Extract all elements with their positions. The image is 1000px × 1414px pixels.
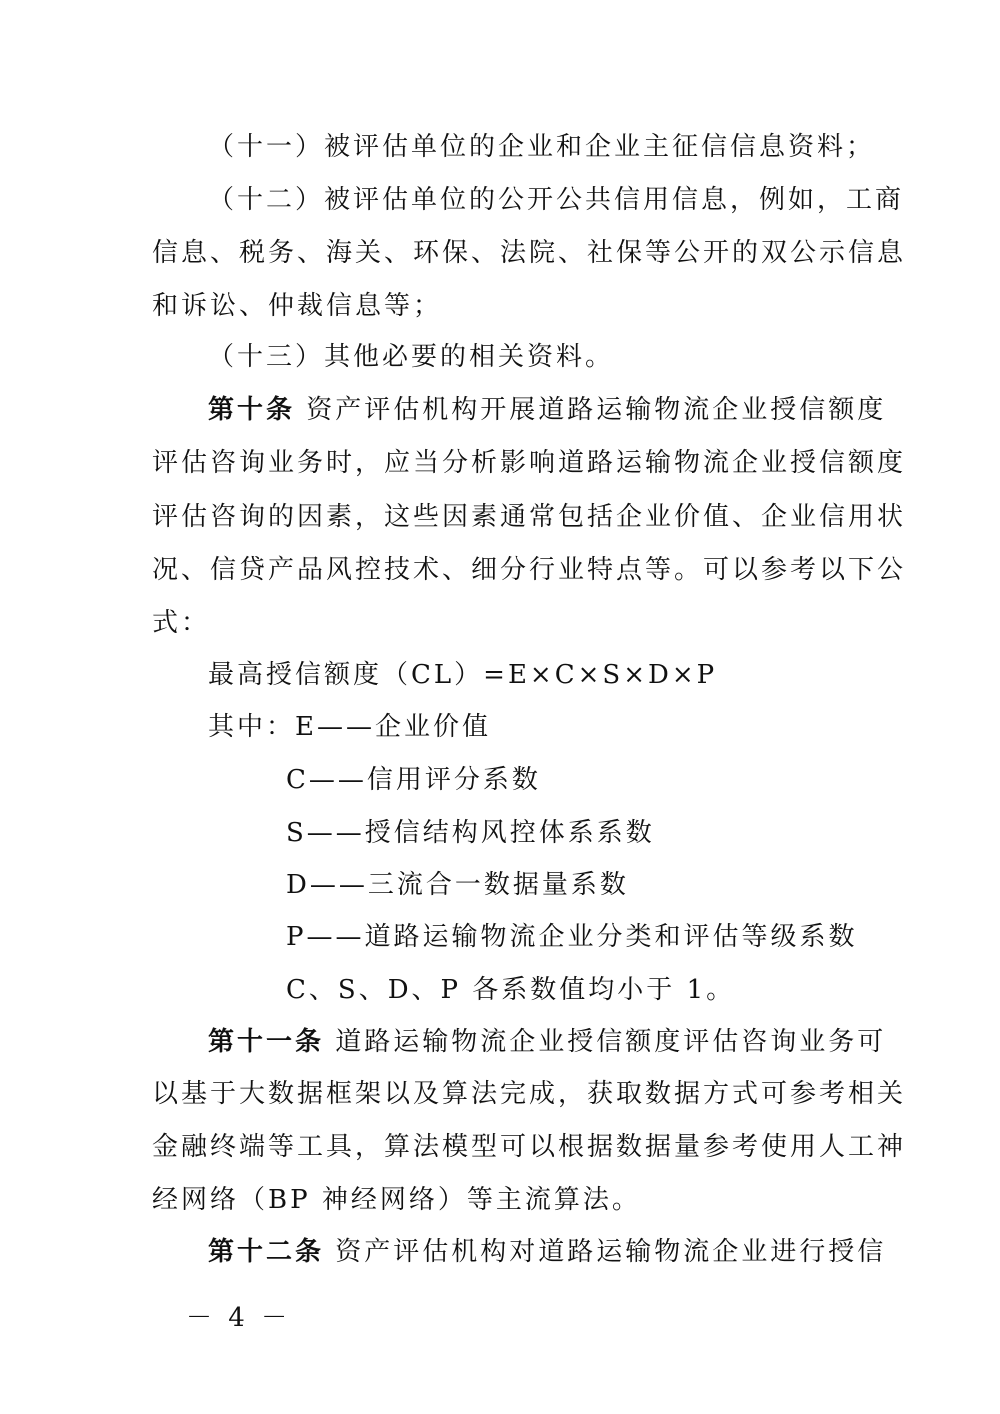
article-10-line-1 <box>208 395 887 425</box>
article-10-line-3: 评估咨询的因素，这些因素通常包括企业价值、企业信用状 <box>152 502 907 532</box>
article-11-line-1 <box>208 1027 887 1057</box>
article-11-line-1-text: 道路运输物流企业授信额度评估咨询业务可 <box>335 1027 887 1057</box>
page-number: － 4 － <box>186 1303 292 1333</box>
article-10-line-2: 评估咨询业务时，应当分析影响道路运输物流企业授信额度 <box>152 448 907 478</box>
formula-s: S——授信结构风控体系系数 <box>286 818 655 848</box>
formula-c: C——信用评分系数 <box>286 765 541 795</box>
formula-p: P——道路运输物流企业分类和评估等级系数 <box>286 922 858 952</box>
item-11-line: （十一）被评估单位的企业和企业主征信信息资料； <box>208 132 876 162</box>
article-10-line-1-text: 资产评估机构开展道路运输物流企业授信额度 <box>306 395 887 425</box>
formula-d: D——三流合一数据量系数 <box>286 870 629 900</box>
article-11-line-2: 以基于大数据框架以及算法完成，获取数据方式可参考相关 <box>152 1079 907 1109</box>
formula-main: 最高授信额度（CL）=E×C×S×D×P <box>208 660 718 690</box>
item-12-line-2: 信息、税务、海关、环保、法院、社保等公开的双公示信息 <box>152 238 907 268</box>
item-13-line: （十三）其他必要的相关资料。 <box>208 342 615 372</box>
item-12-line-1: （十二）被评估单位的公开公共信用信息，例如，工商 <box>208 185 905 215</box>
article-10-line-4: 况、信贷产品风控技术、细分行业特点等。可以参考以下公 <box>152 555 907 585</box>
article-10-heading: 第十条 <box>208 395 296 425</box>
article-10-line-5: 式： <box>152 608 211 638</box>
article-12-line-1-text: 资产评估机构对道路运输物流企业进行授信 <box>335 1237 887 1267</box>
article-12-heading: 第十二条 <box>208 1237 325 1267</box>
article-12-line-1 <box>208 1237 887 1267</box>
formula-note: C、S、D、P 各系数值均小于 1。 <box>286 975 736 1005</box>
item-12-line-3: 和诉讼、仲裁信息等； <box>152 291 443 321</box>
formula-where-e: 其中：E——企业价值 <box>208 712 491 742</box>
article-11-line-3: 金融终端等工具，算法模型可以根据数据量参考使用人工神 <box>152 1132 907 1162</box>
article-11-heading: 第十一条 <box>208 1027 325 1057</box>
article-11-line-4: 经网络（BP 神经网络）等主流算法。 <box>152 1185 641 1215</box>
